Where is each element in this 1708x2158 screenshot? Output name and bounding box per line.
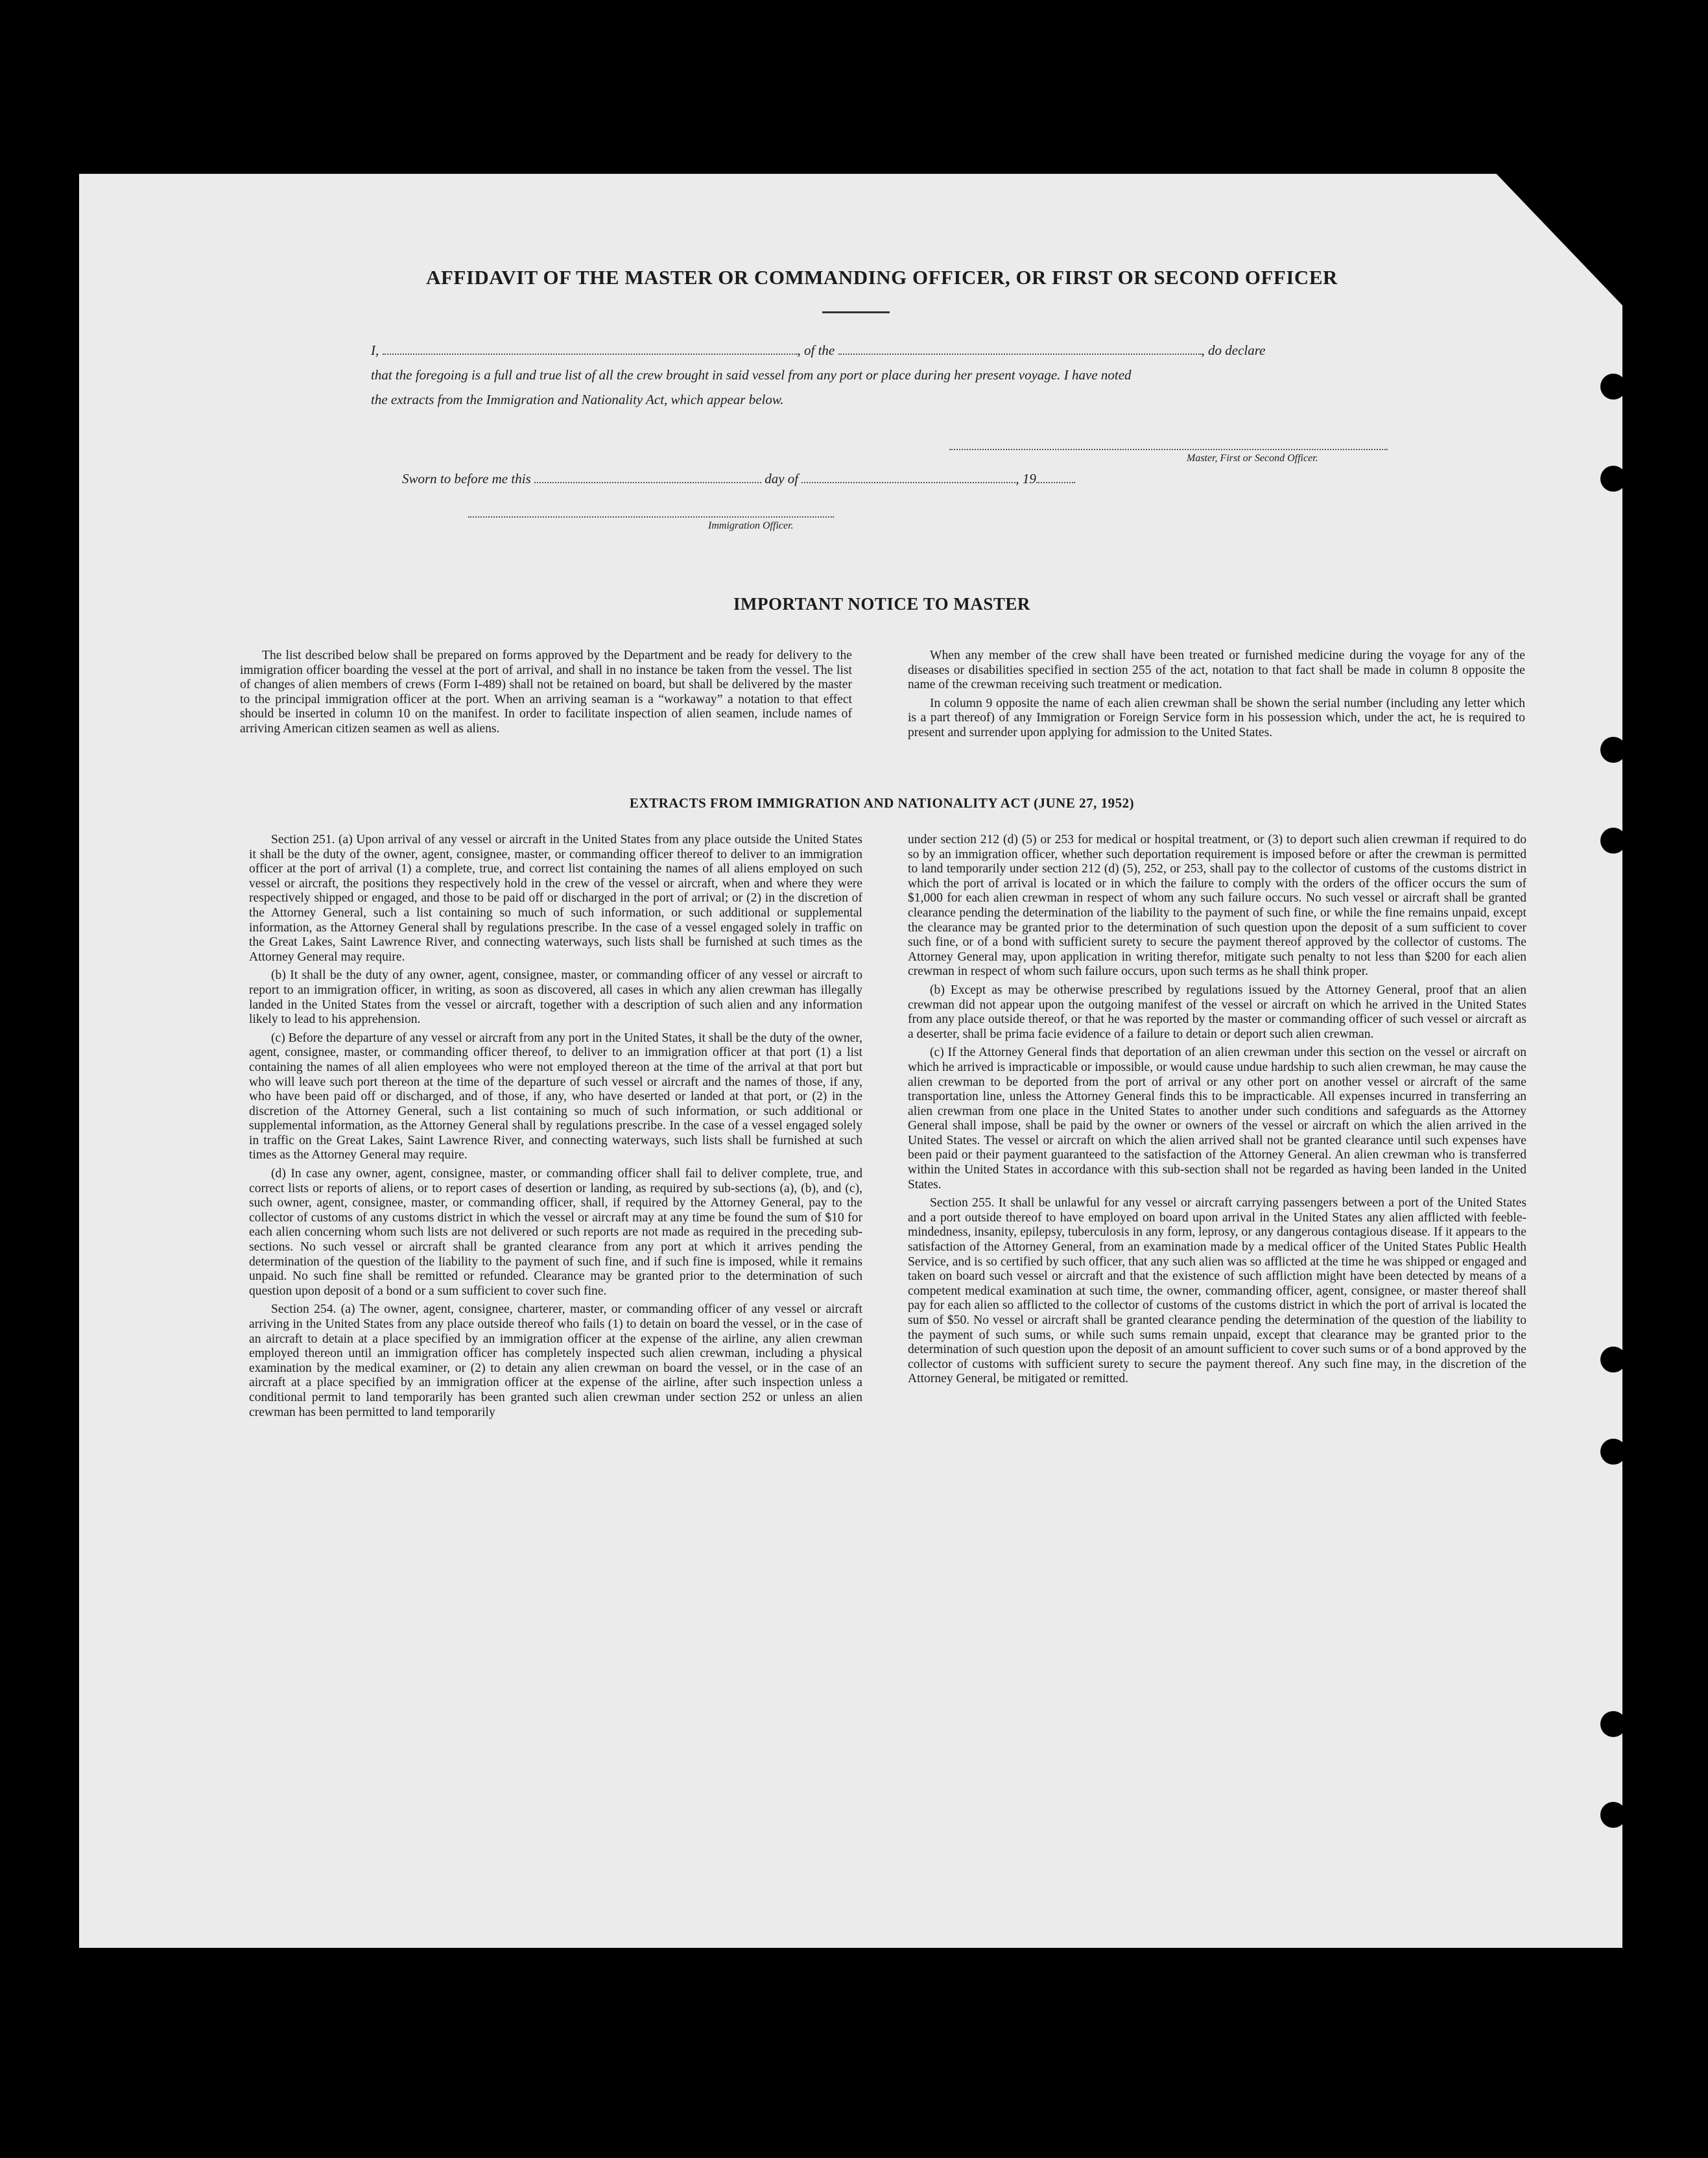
punch-hole xyxy=(1600,828,1626,854)
punch-hole xyxy=(1600,1802,1626,1828)
sworn-month-field[interactable] xyxy=(801,473,1015,483)
extract-paragraph: Section 255. It shall be unlawful for any vessel or aircraft carrying passengers between a port of the United States and a port outside thereof to have employed on board upon arrival in the United States any alien afflicted with feeble-mindedness, insanity, epilepsy, tuberculosis in any form, leprosy, or any dangerous contagious disease. If it appears to the satisfaction of the Attorney General, from an examination made by a medical officer of the United States Public Health Service, and is so certified by such officer, that any such alien was so afflicted at the time he was shipped or engaged and taken on board such vessel or aircraft and that the existence of such affliction might have been detected by means of a competent medical examination at such time, the owner, commanding officer, agent, consignee, or master thereof shall pay for each alien so afflicted to the collector of customs of the customs district in which the port of arrival is located the sum of $50. No vessel or aircraft shall be granted clearance pending the determination of the question of the liability to the payment of such sums, or while such sums remain unpaid, except that clearance may be granted prior to the determination of such question upon the deposit of an amount sufficient to cover such sums or of a bond approved by the collector of customs with sufficient surety to secure the payment thereof. Any such fine may, in the discretion of the Attorney General, be mitigated or remitted. xyxy=(908,1196,1526,1386)
declaration-line-1 xyxy=(371,342,1382,359)
notice-paragraph: When any member of the crew shall have been treated or furnished medicine during the voyage for any of the diseases or disabilities specified in section 255 of the act, notation to that fact shall be made in column 8 opposite the name of the crewman receiving such treatment or medication. xyxy=(908,649,1525,692)
extracts-title: EXTRACTS FROM IMMIGRATION AND NATIONALITY ACT (JUNE 27, 1952) xyxy=(629,795,1135,811)
name-field[interactable] xyxy=(383,344,798,355)
extract-paragraph: (b) Except as may be otherwise prescribed by regulations issued by the Attorney General, proof that an alien crewman did not appear upon the outgoing manifest of the vessel or aircraft on which he arrived in the United States from any place outside thereof, or that he was reported by the master or commanding officer of such vessel or aircraft as a deserter, shall be prima facie evidence of a failure to detain or deport such alien crewman. xyxy=(908,983,1526,1041)
notice-paragraph: In column 9 opposite the name of each alien crewman shall be shown the serial number (including any letter which is a part thereof) of any Immigration or Foreign Service form in his possession which, under the act, he is required to present and surrender upon applying for admission to the United States. xyxy=(908,696,1525,739)
extract-paragraph: (b) It shall be the duty of any owner, agent, consignee, master, or commanding officer of any vessel or aircraft to report to an immigration officer, in writing, as soon as discovered, all cases in which any alien crewman has illegally landed in the United States from the vessel or aircraft, together with a description of such alien and any information likely to lead to his apprehension. xyxy=(249,968,862,1027)
declaration-line-2: that the foregoing is a full and true list of all the crew brought in said vessel from any port or place during her present voyage. I have noted xyxy=(371,367,1132,383)
punch-hole xyxy=(1600,1439,1626,1465)
master-signature-line[interactable] xyxy=(949,448,1388,450)
extracts-left-column xyxy=(249,833,862,1424)
sworn-year-field[interactable] xyxy=(1036,473,1075,483)
declaration-do-declare: , do declare xyxy=(1201,342,1266,358)
punch-hole xyxy=(1600,1711,1626,1737)
extracts-right-column xyxy=(908,833,1526,1391)
torn-corner xyxy=(1491,169,1641,324)
year-prefix: , 19 xyxy=(1015,471,1036,486)
extract-paragraph: Section 251. (a) Upon arrival of any vessel or aircraft in the United States from any place outside the United States it shall be the duty of the owner, agent, consignee, master, or commanding officer thereof to deliver to an immigration officer at the port of arrival (1) a complete, true, and correct list containing the names of all aliens employed on such vessel or aircraft, the positions they respectively hold in the crew of the vessel or aircraft, when and where they were respectively shipped or engaged, and those to be paid off or discharged in the port of arrival; or (2) in the discretion of the Attorney General, such a list containing so much of such information, or such additional or supplemental information, as the Attorney General shall by regulations prescribe. In the case of a vessel engaged solely in traffic on the Great Lakes, Saint Lawrence River, and connecting waterways, such lists shall be furnished at such times as the Attorney General may require. xyxy=(249,833,862,964)
officer-signature-line[interactable] xyxy=(468,515,834,518)
sworn-to-label: Sworn to before me this xyxy=(402,471,531,486)
extract-paragraph: (d) In case any owner, agent, consignee, master, or commanding officer shall fail to deliver complete, true, and correct lists or reports of aliens, or to report cases of desertion or landing, as required by sub-sections (a), (b), and (c), such owner, agent, consignee, master, or commanding officer, shall, if required by the Attorney General, pay to the collector of customs of any customs district in which the vessel or aircraft may at any time be found the sum of $10 for each alien concerning whom such lists are not delivered or such reports are not made as required in the preceding sub-sections. No such vessel or aircraft shall be granted clearance from any port at which it arrives pending the determination of the question of the liability to the payment of such fine, and if such fine is imposed, while it remains unpaid. No such fine shall be remitted or refunded. Clearance may be granted prior to the determination of such question upon deposit of a bond or a sum sufficient to cover such fine. xyxy=(249,1167,862,1298)
punch-hole xyxy=(1600,1347,1626,1373)
extract-paragraph: under section 212 (d) (5) or 253 for medical or hospital treatment, or (3) to deport such alien crewman if required to do so by an immigration officer, whether such deportation requirement is imposed before or after the crewman is permitted to land temporarily under section 212 (d) (5), 252, or 253, shall pay to the collector of customs of the customs district in which the port of arrival is located or in which the failure to comply with the orders of the officer occurs the sum of $1,000 for each alien crewman in respect of whom any such failure occurs. No such vessel or aircraft shall be granted clearance pending the determination of the liability to the payment of such fine, or while the fine remains unpaid, except the clearance may be granted prior to the determination of such question upon the deposit of a sum sufficient to cover such fine, or of a bond with sufficient surety to secure the payment thereof approved by the collector of customs. The Attorney General may, upon application in writing therefor, mitigate such penalty to not less than $200 for each alien crewman in respect of whom such failure occurs, upon such terms as he shall think proper. xyxy=(908,833,1526,979)
extract-paragraph: Section 254. (a) The owner, agent, consignee, charterer, master, or commanding officer of any vessel or aircraft arriving in the United States from any place outside thereof who fails (1) to detain on board the vessel, or in the case of an aircraft to detain at a place specified by an immigration officer at the expense of the airline, any alien crewman employed thereon until an immigration officer has completely inspected such alien crewman, including a physical examination by the medical examiner, or (2) to detain any alien crewman on board the vessel, or in the case of an aircraft at a place specified by an immigration officer at the expense of the airline, after such inspection unless a conditional permit to land temporarily has been granted such alien crewman under section 252 or unless an alien crewman has been permitted to land temporarily xyxy=(249,1302,862,1419)
affidavit-title: AFFIDAVIT OF THE MASTER OR COMMANDING OFFICER, OR FIRST OR SECOND OFFICER xyxy=(426,266,1338,289)
notice-right-column xyxy=(908,649,1525,745)
day-of-label: day of xyxy=(765,471,799,486)
sworn-day-field[interactable] xyxy=(534,473,761,483)
sworn-line xyxy=(402,471,1180,487)
punch-hole xyxy=(1600,466,1626,492)
punch-hole xyxy=(1600,737,1626,763)
declaration-i: I, xyxy=(371,342,379,358)
notice-paragraph: The list described below shall be prepared on forms approved by the Department and be ready for delivery to the immigration officer boarding the vessel at the port of arrival, and shall in no instance be taken from the vessel. The list of changes of alien members of crews (Form I-489) shall not be retained on board, but shall be delivered by the master to the principal immigration officer at the port. When an arriving seaman is a “workaway” a notation to that effect should be inserted in column 10 on the manifest. In order to facilitate inspection of alien seamen, include names of arriving American citizen seamen as well as aliens. xyxy=(240,649,852,736)
declaration-of-the: , of the xyxy=(797,342,835,358)
extract-paragraph: (c) If the Attorney General finds that deportation of an alien crewman under this section on the vessel or aircraft on which he arrived is impracticable or impossible, or would cause undue hardship to such alien crewman, he may cause the alien crewman to be deported from the port of arrival or any other port on another vessel or aircraft of the same transportation line, unless the Attorney General finds this to be impracticable. All expenses incurred in transferring an alien crewman from one place in the United States to another under such conditions and safeguards as the Attorney General shall impose, shall be paid by the owner or owners of the vessel or aircraft on which the alien arrived in the United States. The vessel or aircraft on which the alien arrived shall not be granted clearance until such expenses have been paid or their payment guaranteed to the satisfaction of the Attorney General. An alien crewman who is transferred within the United States in accordance with this sub-section shall not be regarded as having been landed in the United States. xyxy=(908,1046,1526,1192)
extract-paragraph: (c) Before the departure of any vessel or aircraft from any port in the United States, it shall be the duty of the owner, agent, consignee, master, or commanding officer thereof, to deliver to an immigration officer at that port (1) a list containing the names of all alien employees who were not employed thereon at the time of the arrival at that port but who will leave such port thereon at the time of the departure of such vessel or aircraft and the names of those, if any, who have been paid off or discharged, and of those, if any, who have deserted or landed at that port, or (2) in the discretion of the Attorney General, such a list containing so much of such information, or such additional or supplemental information, as the Attorney General shall by regulations prescribe. In the case of a vessel engaged solely in traffic on the Great Lakes, Saint Lawrence River, and connecting waterways, such lists shall be furnished at such times as the Attorney General may require. xyxy=(249,1031,862,1162)
notice-left-column xyxy=(240,649,852,741)
master-signature-label: Master, First or Second Officer. xyxy=(1187,453,1318,464)
declaration-line-3: the extracts from the Immigration and Nationality Act, which appear below. xyxy=(371,392,784,407)
punch-hole xyxy=(1600,374,1626,400)
officer-signature-label: Immigration Officer. xyxy=(708,520,794,531)
notice-title: IMPORTANT NOTICE TO MASTER xyxy=(733,594,1030,614)
title-rule xyxy=(822,311,890,313)
vessel-field[interactable] xyxy=(838,344,1202,355)
